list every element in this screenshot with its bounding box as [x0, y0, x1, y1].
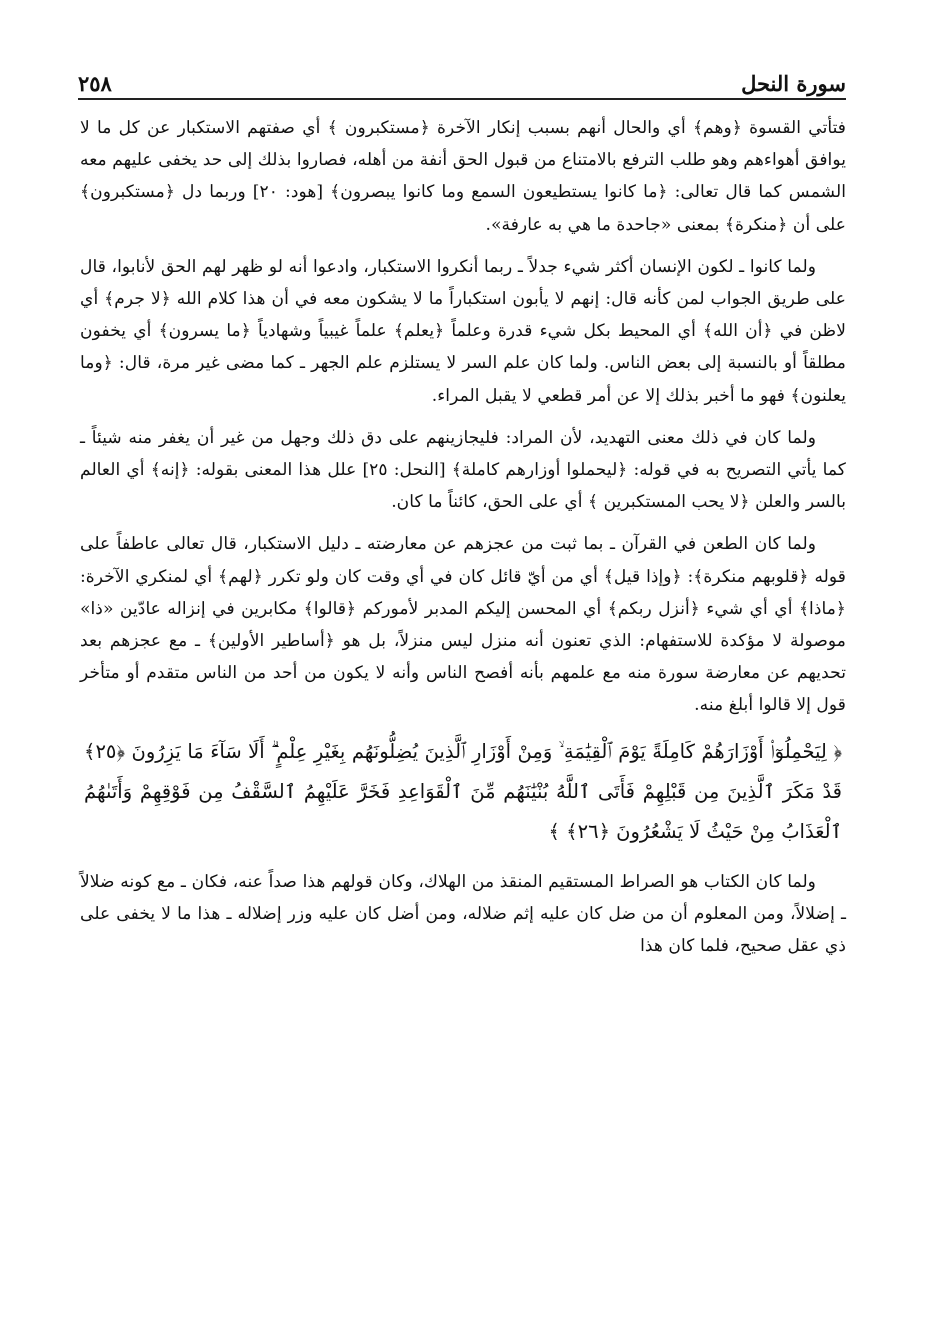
- surah-title: سورة النحل: [741, 71, 846, 96]
- page-number: ٢٥٨: [78, 71, 112, 96]
- paragraph-3: ولما كان في ذلك معنى التهديد، لأن المراد: فليجازينهم على دق ذلك وجهل من غير أن يغفر منه شيئاً ـ كما يأتي التصريح به في قوله: ﴿ليحملوا أوزارهم كاملة﴾ [النحل: ٢٥] علل هذا المعنى بقوله: ﴿إنه﴾ أي العالم بالسر والعلن ﴿لا يحب المستكبرين ﴾ أي على الحق، كائناً ما كان.: [80, 427, 846, 513]
- page-header: [78, 62, 846, 100]
- quran-verse: ﴿ لِيَحْمِلُوٓا۟ أَوْزَارَهُمْ كَامِلَةً يَوْمَ ٱلْقِيَٰمَةِ ۙ وَمِنْ أَوْزَارِ ٱلَّذِينَ يُضِلُّونَهُم بِغَيْرِ عِلْمٍ ۗ أَلَا سَآءَ مَا يَزِرُونَ ﴿٢٥﴾ قَدْ مَكَرَ ٱلَّذِينَ مِن قَبْلِهِمْ فَأَتَى ٱللَّهُ بُنْيَٰنَهُم مِّنَ ٱلْقَوَاعِدِ فَخَرَّ عَلَيْهِمُ ٱلسَّقْفُ مِن فَوْقِهِمْ وَأَتَىٰهُمُ ٱلْعَذَابُ مِنْ حَيْثُ لَا يَشْعُرُونَ ﴿٢٦﴾ ﴾: [84, 739, 842, 843]
- paragraph-1: فتأتي القسوة ﴿وهم﴾ أي والحال أنهم بسبب إنكار الآخرة ﴿مستكبرون ﴾ أي صفتهم الاستكبار عن كل ما لا يوافق أهواءهم وهو طلب الترفع بالامتناع من قبول الحق أنفة من أهله، فصاروا بذلك إلى حد يخفى عليهم معه الشمس كما قال تعالى: ﴿ما كانوا يستطيعون السمع وما كانوا يبصرون﴾ [هود: ٢٠] وربما دل ﴿مستكبرون﴾ على أن ﴿منكرة﴾ بمعنى «جاحدة ما هي به عارفة».: [80, 118, 846, 235]
- page-body: [80, 112, 846, 972]
- paragraph-5: ولما كان الكتاب هو الصراط المستقيم المنقذ من الهلاك، وكان قولهم هذا صداً عنه، فكان ـ مع كونه ضلالاً ـ إضلالاً، ومن المعلوم أن من ضل كان عليه إثم ضلاله، ومن أضل كان عليه وزر إضلاله ـ هذا ما لا يخفى على ذي عقل صحيح، فلما كان هذا: [80, 871, 846, 957]
- paragraph-2: ولما كانوا ـ لكون الإنسان أكثر شيء جدلاً ـ ربما أنكروا الاستكبار، وادعوا أنه لو ظهر لهم الحق لأنابوا، قال على طريق الجواب لمن كأنه قال: إنهم لا يأبون استكباراً ما لا يشكون معه في أن هذا كلام الله ﴿لا جرم﴾ أي لاظن في ﴿أن الله﴾ أي المحيط بكل شيء قدرة وعلماً ﴿يعلم﴾ علماً غيبياً وشهادياً ﴿ما يسرون﴾ أي يخفون مطلقاً أو بالنسبة إلى بعض الناس. ولما كان علم السر لا يستلزم علم الجهر ـ كما مضى غير مرة، قال: ﴿وما يعلنون﴾ فهو ما أخبر بذلك إلا عن أمر قطعي لا يقبل المراء.: [80, 256, 847, 406]
- paragraph-4: ولما كان الطعن في القرآن ـ بما ثبت من عجزهم عن معارضته ـ دليل الاستكبار، قال تعالى عاطفاً على قوله ﴿قلوبهم منكرة﴾: ﴿وإذا قيل﴾ أي من أيّ قائل كان في أي وقت كان ولو تكرر ﴿لهم﴾ أي لمنكري الآخرة: ﴿ماذا﴾ أي أي شيء ﴿أنزل ربكم﴾ أي المحسن إليكم المدبر لأموركم ﴿قالوا﴾ مكابرين في إنزاله عادّين «ذا» موصولة لا مؤكدة للاستفهام: الذي تعنون أنه منزل ليس منزلاً، بل هو ﴿أساطير الأولين﴾ ـ مع عجزهم بعد تحديهم عن معارضة سورة منه مع علمهم بأنه أفصح الناس وأنه لا يكون من أحد من الناس متقدم أو متأخر قول إلا قالوا أبلغ منه.: [80, 534, 846, 716]
